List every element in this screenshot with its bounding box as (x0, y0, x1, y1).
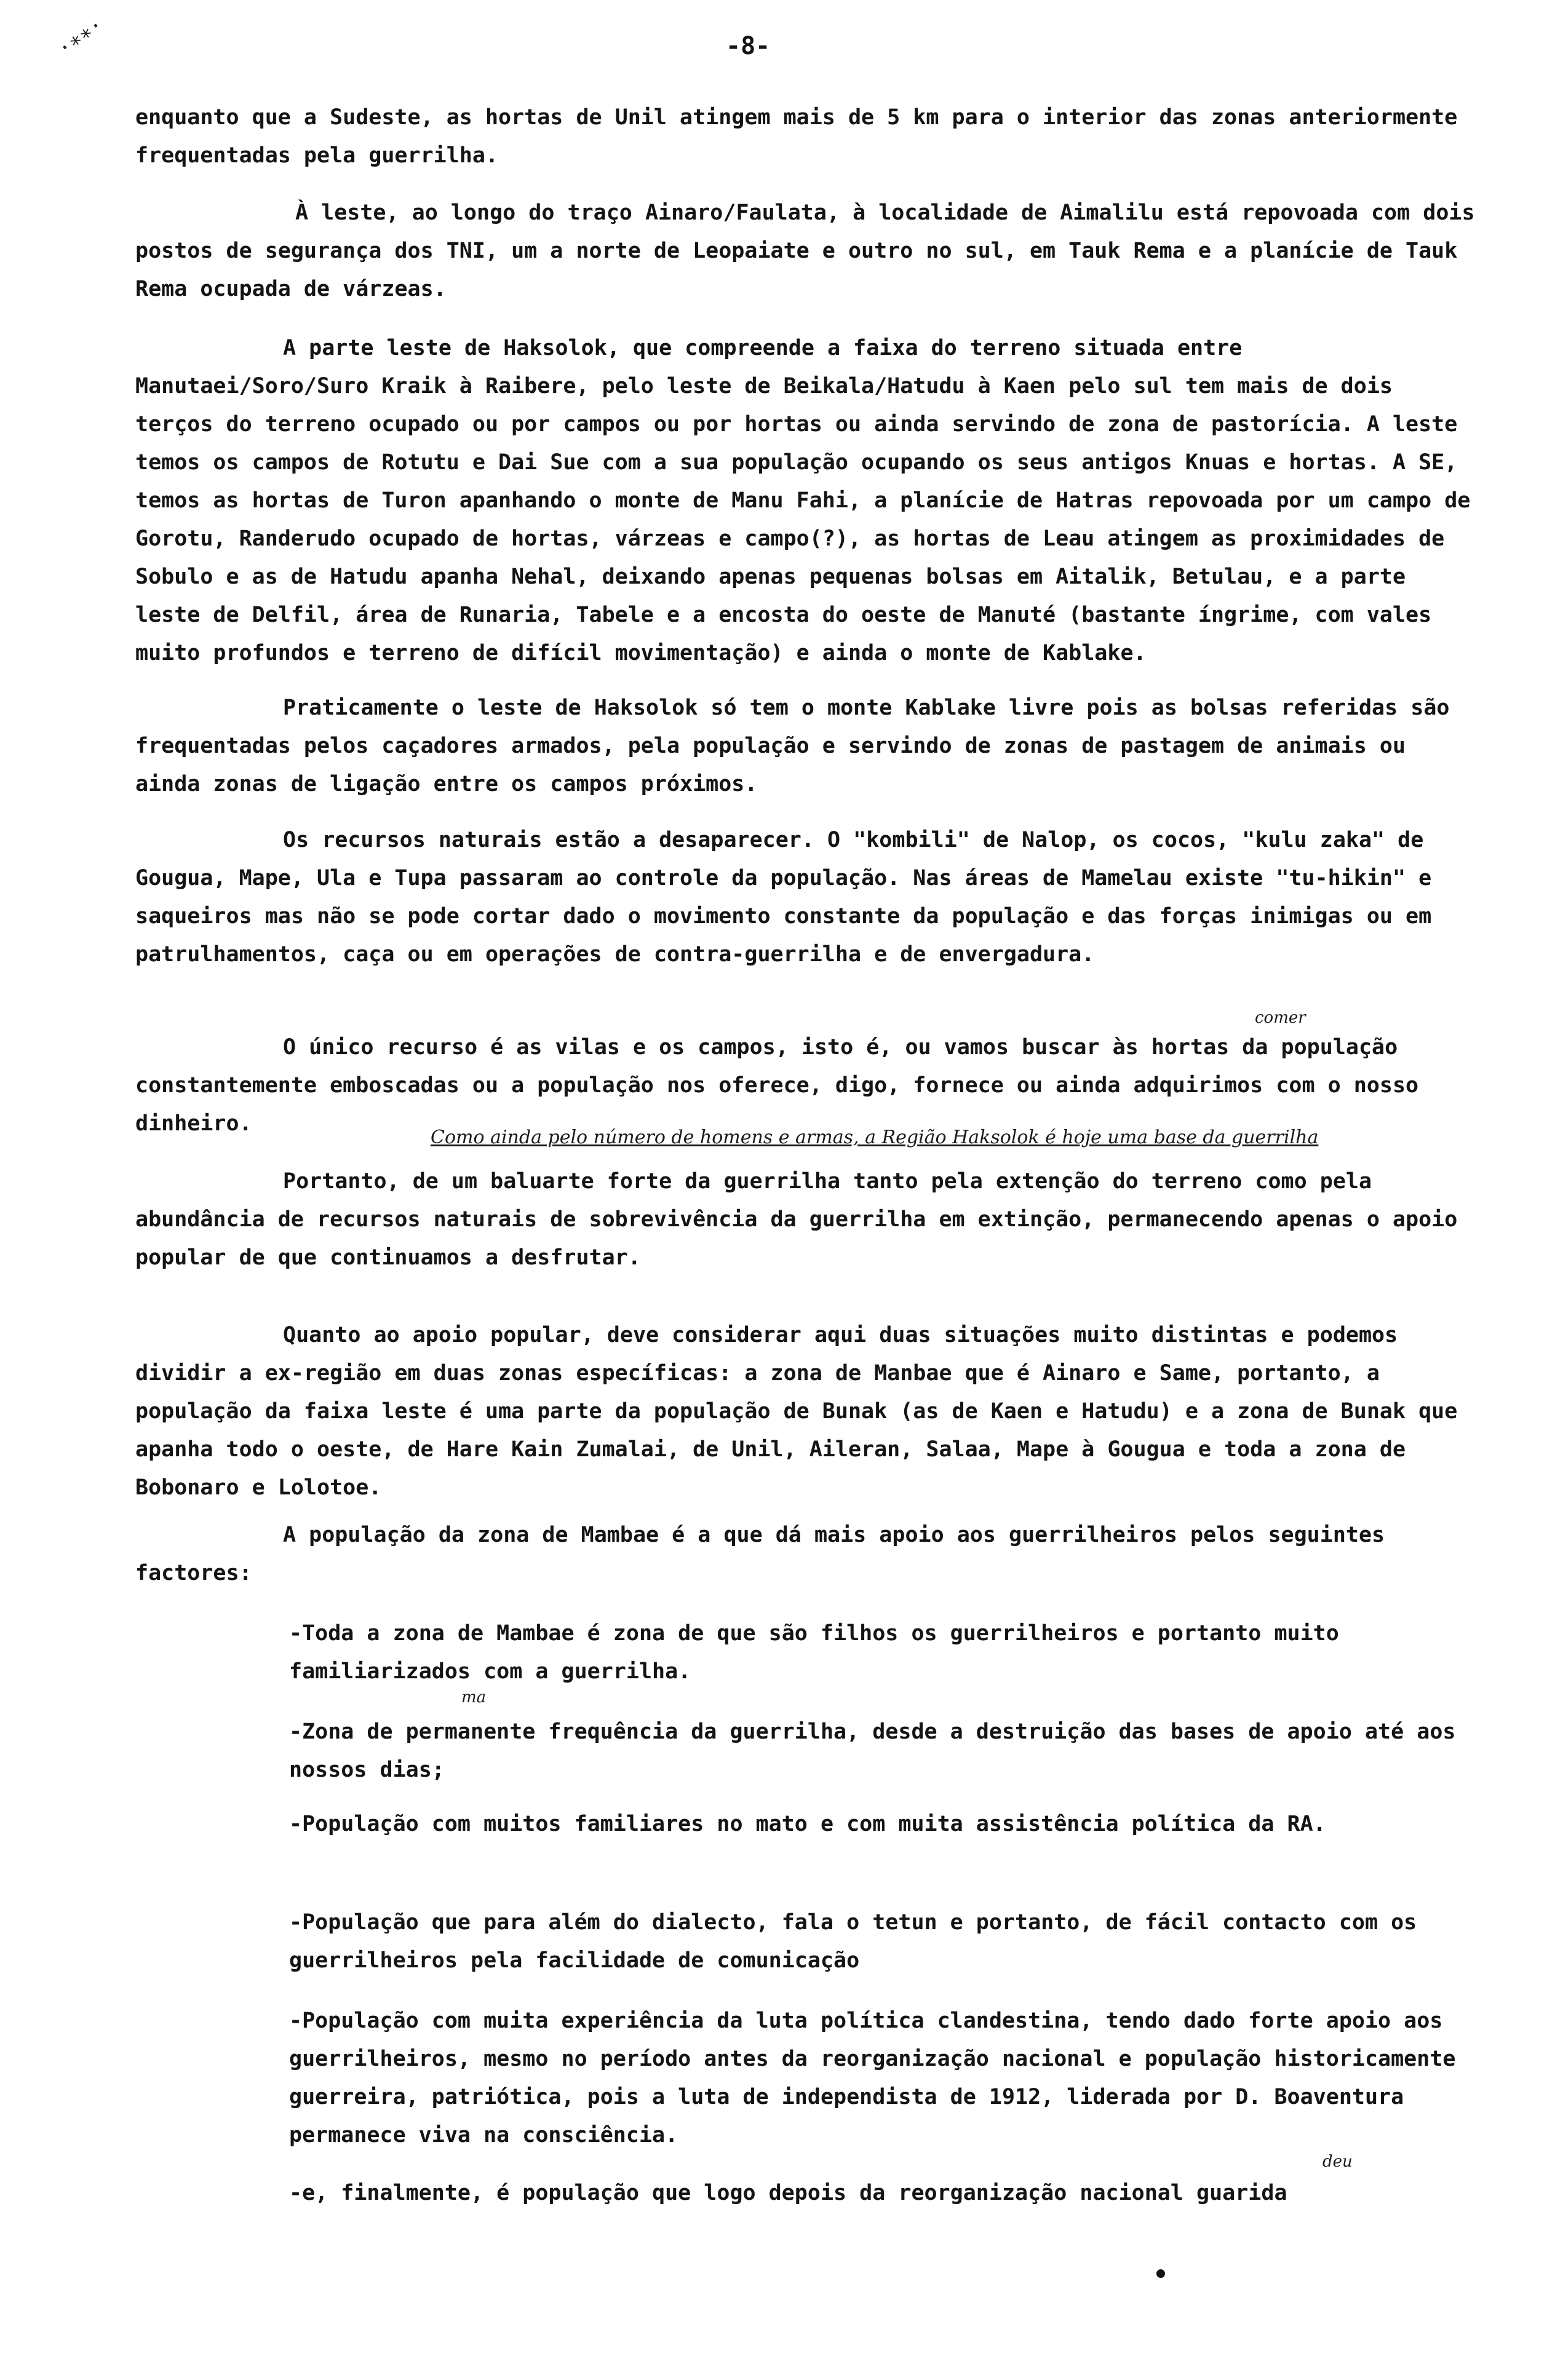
paragraph-1: enquanto que a Sudeste, as hortas de Unil atingem mais de 5 km para o interior das zonas anteriormente frequentadas pela guerrilha. (135, 105, 1471, 168)
factor-item-2: -Zona de permanente frequência da guerrilha, desde a destruição das bases de apoio até aos nossos dias; (289, 1720, 1469, 1782)
paragraph-3: A parte leste de Haksolok, que compreende a faixa do terreno situada entre Manutaei/Soro/Suro Kraik à Raibere, pelo leste de Beikala/Hatudu à Kaen pelo sul tem mais de dois terços do terreno ocupado ou por campos ou por hortas ou ainda servindo de zona de pastorícia. A leste temos os campos de Rotutu e Dai Sue com a sua população ocupando os seus antigos Knuas e hortas. A SE, temos as hortas de Turon apanhando o monte de Manu Fahi, a planície de Hatras repovoada por um campo de Gorotu, Randerudo ocupado de hortas, várzeas e campo(?), as hortas de Leau atingem as proximidades de Sobulo e as de Hatudu apanha Nehal, deixando apenas pequenas bolsas em Aitalik, Betulau, e a parte leste de Delfil, área de Runaria, Tabele e a encosta do oeste de Manuté (bastante íngrime, com vales muito profundos e terreno de difícil movimentação) e ainda o monte de Kablake. (135, 336, 1484, 665)
paragraph-5: Os recursos naturais estão a desaparecer. O "kombili" de Nalop, os cocos, "kulu zaka" de Gougua, Mape, Ula e Tupa passaram ao controle da população. Nas áreas de Mamelau existe "tu-hikin" e saqueiros mas não se pode cortar dado o movimento constante da população e das forças inimigas ou em patrulhamentos, caça ou em operações de contra-guerrilha e de envergadura. (135, 828, 1445, 967)
handwritten-caret-ma: ma (461, 1688, 487, 1707)
paragraph-4: Praticamente o leste de Haksolok só tem o monte Kablake livre pois as bolsas referidas são frequentadas pelos caçadores armados, pela população e servindo de zonas de pastagem de animais ou ainda zonas de ligação entre os campos próximos. (135, 696, 1463, 796)
corner-scribble: ·∗∗· (52, 12, 108, 61)
paragraph-9: A população da zona de Mambae é a que dá mais apoio aos guerrilheiros pelos seguintes factores: (135, 1523, 1398, 1585)
handwritten-caret-comer: comer (1255, 1009, 1306, 1027)
paragraph-2: À leste, ao longo do traço Ainaro/Faulata, à localidade de Aimalilu está repovoada com dois postos de segurança dos TNI, um a norte de Leopaiate e outro no sul, em Tauk Rema e a planície de Tauk Rema ocupada de várzeas. (135, 200, 1488, 301)
ink-dot (1156, 2269, 1165, 2278)
paragraph-7: Portanto, de um baluarte forte da guerrilha tanto pela extenção do terreno como pela abundância de recursos naturais de sobrevivência da guerrilha em extinção, permanecendo apenas o apoio popular de que continuamos a desfrutar. (135, 1169, 1471, 1270)
handwritten-caret-deu: deu (1322, 2152, 1353, 2171)
paragraph-6: O único recurso é as vilas e os campos, isto é, ou vamos buscar às hortas da população constantemente emboscadas ou a população nos oferece, digo, fornece ou ainda adquirimos com o nosso dinheiro. (135, 1035, 1432, 1136)
paragraph-8: Quanto ao apoio popular, deve considerar aqui duas situações muito distintas e podemos dividir a ex-região em duas zonas específicas: a zona de Manbae que é Ainaro e Same, portanto, a população da faixa leste é uma parte da população de Bunak (as de Kaen e Hatudu) e a zona de Bunak que apanha todo o oeste, de Hare Kain Zumalai, de Unil, Aileran, Salaa, Mape à Gougua e toda a zona de Bobonaro e Lolotoe. (135, 1323, 1471, 1500)
handwritten-annotation: Como ainda pelo número de homens e armas, a Região Haksolok é hoje uma base da guerrilha (431, 1127, 1319, 1148)
factor-item-4: -População que para além do dialecto, fala o tetun e portanto, de fácil contacto com os guerrilheiros pela facilidade de comunicação (289, 1910, 1430, 1973)
factor-item-1: -Toda a zona de Mambae é zona de que são filhos os guerrilheiros e portanto muito familiarizados com a guerrilha. (289, 1621, 1352, 1684)
factor-item-5: -População com muita experiência da luta política clandestina, tendo dado forte apoio aos guerrilheiros, mesmo no período antes da reorganização nacional e população historicamente guerreira, patriótica, pois a luta de independista de 1912, liderada por D. Boaventura permanece viva na consciência. (289, 2009, 1469, 2148)
factor-item-3: -População com muitos familiares no mato e com muita assistência política da RA. (289, 1812, 1326, 1836)
page-number: -8- (726, 32, 771, 60)
factor-item-6: -e, finalmente, é população que logo depois da reorganização nacional guarida (289, 2181, 1287, 2205)
